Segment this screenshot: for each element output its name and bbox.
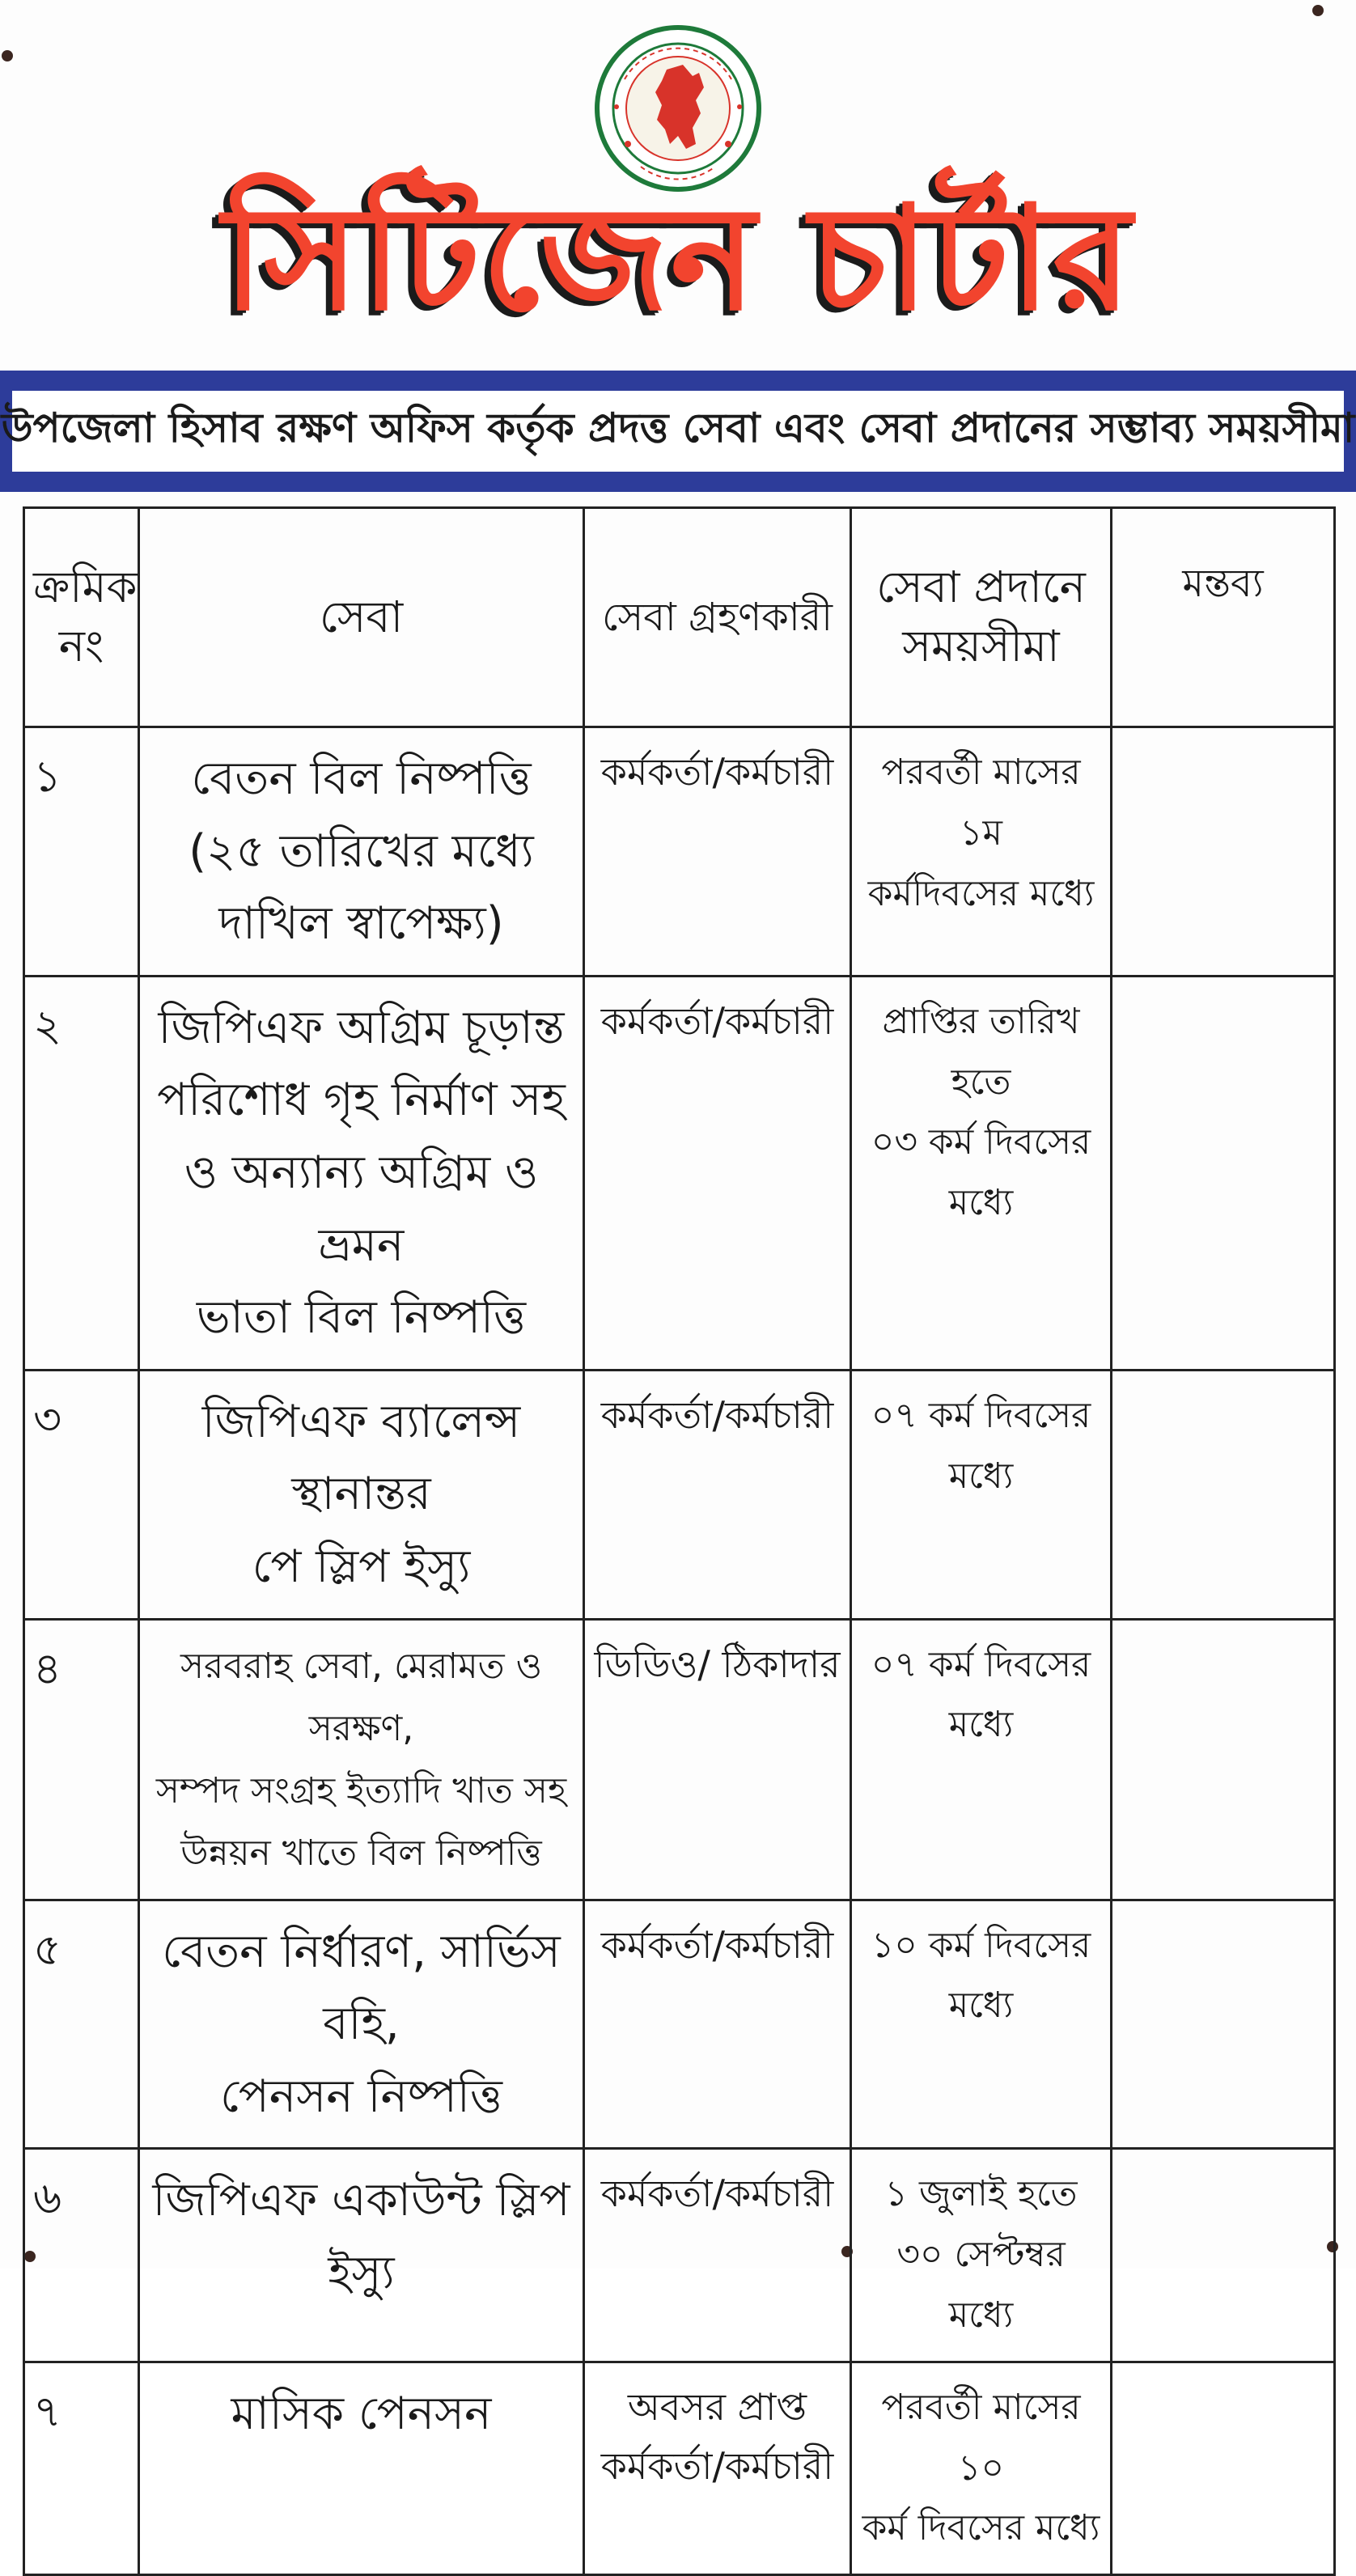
time-limit-cell-line: কর্ম দিবসের মধ্যে — [862, 2507, 1100, 2549]
time-limit-cell-line: ৩০ সেপ্টম্বর মধ্যে — [896, 2234, 1066, 2336]
time-limit-cell — [851, 727, 1112, 977]
service-cell-line: পরিশোধ গৃহ নির্মাণ সহ — [157, 1074, 566, 1127]
service-cell-line: মাসিক পেনসন — [231, 2387, 492, 2440]
table-header-row — [24, 508, 1335, 727]
recipient-cell — [584, 2149, 851, 2362]
remarks-cell — [1112, 2149, 1335, 2362]
time-limit-cell-line: মধ্যে — [948, 1182, 1014, 1224]
time-limit-cell-line: পরবর্তী মাসের ১০ — [881, 2386, 1081, 2489]
remarks-cell — [1112, 1900, 1335, 2149]
serial-cell: ৭ — [24, 2362, 139, 2574]
time-limit-cell — [851, 1900, 1112, 2149]
service-cell — [139, 1619, 584, 1900]
time-limit-cell-line: ০৭ কর্ম দিবসের — [871, 1394, 1091, 1436]
service-cell-line: দাখিল স্বাপেক্ষ্য) — [218, 897, 504, 951]
recipient-cell-line: কর্মকর্তা/কর্মচারী — [600, 2171, 834, 2216]
service-cell — [139, 1370, 584, 1619]
time-limit-cell-line: ০৭ কর্ম দিবসের — [871, 1643, 1091, 1685]
service-cell-line: ও অন্যান্য অগ্রিম ও ভ্রমন — [184, 1146, 539, 1272]
table-row — [24, 1619, 1335, 1900]
remarks-cell — [1112, 727, 1335, 977]
serial-cell: ৬ — [24, 2149, 139, 2362]
service-cell-line: স্থানান্তর — [291, 1468, 431, 1521]
time-limit-cell-line: মধ্যে — [948, 1704, 1014, 1746]
remarks-cell — [1112, 1370, 1335, 1619]
serial-cell: ২ — [24, 976, 139, 1370]
time-limit-cell — [851, 2149, 1112, 2362]
remarks-cell — [1112, 1619, 1335, 1900]
service-cell-line: উন্নয়ন খাতে বিল নিষ্পত্তি — [180, 1832, 542, 1874]
service-cell-line: জিপিএফ ব্যালেন্স — [201, 1395, 521, 1448]
time-limit-cell-line: ১ জুলাই হতে — [884, 2173, 1078, 2215]
table-row — [24, 976, 1335, 1370]
recipient-cell-line: অবসর প্রাপ্ত — [627, 2384, 807, 2429]
header-recipient: সেবা গ্রহণকারী — [584, 508, 851, 727]
recipient-cell-line: কর্মকর্তা/কর্মচারী — [600, 2444, 834, 2489]
table-row — [24, 2362, 1335, 2574]
recipient-cell — [584, 1900, 851, 2149]
time-limit-cell-line: ০৩ কর্ম দিবসের — [871, 1121, 1091, 1163]
table-row — [24, 1900, 1335, 2149]
service-cell — [139, 1900, 584, 2149]
time-limit-cell-line: পরবর্তী মাসের ১ম — [881, 752, 1081, 854]
service-cell-line: (২৫ তারিখের মধ্যে — [189, 824, 534, 878]
remarks-cell — [1112, 2362, 1335, 2574]
citizen-charter-table — [23, 506, 1336, 2576]
time-limit-cell — [851, 1619, 1112, 1900]
header-serial: ক্রমিক নং — [24, 508, 139, 727]
serial-cell: ১ — [24, 727, 139, 977]
recipient-cell — [584, 1619, 851, 1900]
serial-cell: ৩ — [24, 1370, 139, 1619]
recipient-cell-line: কর্মকর্তা/কর্মচারী — [600, 1922, 834, 1967]
time-limit-cell-line: মধ্যে — [948, 1455, 1014, 1497]
service-cell-line: ভাতা বিল নিষ্পত্তি — [196, 1291, 527, 1345]
service-cell-line: বেতন নির্ধারণ, সার্ভিস বহি, — [162, 1925, 561, 2051]
time-limit-cell-line: মধ্যে — [948, 1985, 1014, 2027]
time-limit-cell — [851, 2362, 1112, 2574]
header-service: সেবা — [139, 508, 584, 727]
table-row — [24, 2149, 1335, 2362]
recipient-cell-line: কর্মকর্তা/কর্মচারী — [600, 1392, 834, 1437]
page-title: সিটিজেন চার্টার — [222, 175, 1134, 342]
rivet-icon — [2, 50, 13, 61]
service-cell — [139, 2149, 584, 2362]
page-subtitle: উপজেলা হিসাব রক্ষণ অফিস কর্তৃক প্রদত্ত সেবা এবং সেবা প্রদানের সম্ভাব্য সময়সীমা — [12, 391, 1344, 472]
service-cell-line: বেতন বিল নিষ্পত্তি — [191, 752, 532, 805]
service-cell-line: জিপিএফ একাউন্ট স্লিপ ইস্যু — [152, 2174, 570, 2299]
header-remarks: মন্তব্য — [1112, 508, 1335, 727]
table-row — [24, 1370, 1335, 1619]
recipient-cell-line: কর্মকর্তা/কর্মচারী — [600, 998, 834, 1043]
time-limit-cell — [851, 976, 1112, 1370]
table-row — [24, 727, 1335, 977]
service-cell-line: জিপিএফ অগ্রিম চূড়ান্ত — [158, 1001, 565, 1054]
time-limit-cell — [851, 1370, 1112, 1619]
service-cell-line: পে স্লিপ ইস্যু — [252, 1540, 471, 1593]
recipient-cell — [584, 1370, 851, 1619]
remarks-cell — [1112, 976, 1335, 1370]
service-cell — [139, 2362, 584, 2574]
time-limit-cell-line: প্রাপ্তির তারিখ হতে — [882, 1000, 1080, 1103]
recipient-cell — [584, 727, 851, 977]
recipient-cell-line: কর্মকর্তা/কর্মচারী — [600, 750, 834, 794]
serial-cell: ৪ — [24, 1619, 139, 1900]
subtitle-band — [0, 371, 1356, 492]
recipient-cell — [584, 976, 851, 1370]
service-cell-line: সরবরাহ সেবা, মেরামত ও সরক্ষণ, — [180, 1645, 543, 1749]
serial-cell: ৫ — [24, 1900, 139, 2149]
rivet-icon — [1312, 5, 1324, 16]
time-limit-cell-line: কর্মদিবসের মধ্যে — [867, 872, 1095, 914]
service-cell — [139, 976, 584, 1370]
service-cell-line: সম্পদ সংগ্রহ ইত্যাদি খাত সহ — [155, 1769, 567, 1811]
service-cell-line: পেনসন নিষ্পত্তি — [220, 2070, 502, 2123]
header-time-limit: সেবা প্রদানে সময়সীমা — [851, 508, 1112, 727]
recipient-cell-line: ডিডিও/ ঠিকাদার — [594, 1642, 841, 1686]
recipient-cell — [584, 2362, 851, 2574]
service-cell — [139, 727, 584, 977]
time-limit-cell-line: ১০ কর্ম দিবসের — [871, 1924, 1091, 1966]
